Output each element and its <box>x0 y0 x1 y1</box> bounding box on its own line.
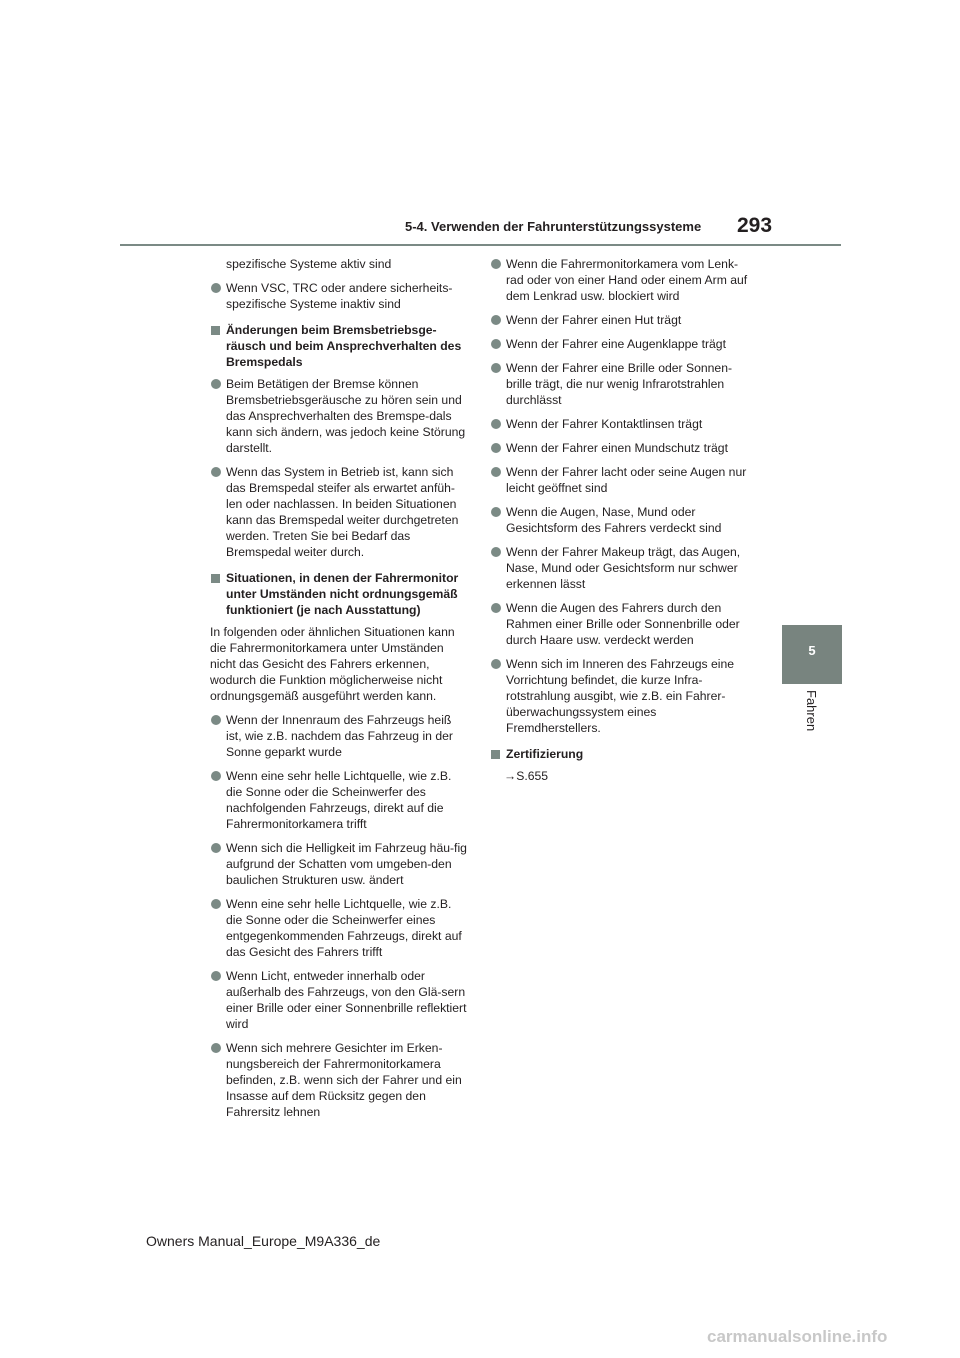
section-title: 5-4. Verwenden der Fahrunterstützungssysteme <box>405 219 702 234</box>
header-divider <box>120 244 841 246</box>
list-item-text: Wenn der Innenraum des Fahrzeugs heiß ist, wie z.B. nachdem das Fahrzeug in der Sonne geparkt wurde <box>226 713 453 759</box>
subheading-text: Änderungen beim Bremsbetriebsge-räusch und beim Ansprechverhalten des Bremspedals <box>226 323 462 369</box>
list-item-text: Wenn Licht, entweder innerhalb oder außerhalb des Fahrzeugs, von den Glä-sern einer Brille oder einer Sonnenbrille reflektiert wird <box>226 969 467 1031</box>
list-item <box>210 840 470 888</box>
list-item <box>210 712 470 760</box>
list-item <box>490 504 750 536</box>
chapter-label: Fahren <box>804 690 819 732</box>
list-item-text: Wenn die Augen des Fahrers durch den Rahmen einer Brille oder Sonnenbrille oder durch Haare usw. verdeckt werden <box>506 601 740 647</box>
continued-text: spezifische Systeme aktiv sind <box>226 257 392 271</box>
page-number: 293 <box>737 214 773 237</box>
list-item-text: Wenn die Augen, Nase, Mund oder Gesichtsform des Fahrers verdeckt sind <box>506 505 722 535</box>
list-item <box>210 968 470 1032</box>
square-bullet-icon <box>491 750 500 759</box>
list-item-text: Wenn der Fahrer Kontaktlinsen trägt <box>506 417 703 431</box>
subheading <box>490 746 750 762</box>
list-item-text: Beim Betätigen der Bremse können Bremsbetriebsgeräusche zu hören sein und das Ansprechverhalten des Bremspe-dals kann sich ändern, was jedoch keine Störung darstellt. <box>226 377 466 455</box>
list-item <box>210 896 470 960</box>
list-item-text: Wenn der Fahrer lacht oder seine Augen nur leicht geöffnet sind <box>506 465 747 495</box>
bullet-dot-icon <box>211 771 221 781</box>
list-item-text: Wenn sich mehrere Gesichter im Erken-nungsbereich der Fahrermonitorkamera befinden, z.B. wenn sich der Fahrer und ein Insasse auf dem Rücksitz gegen den Fahrersitz lehnen <box>226 1041 462 1119</box>
list-item-text: Wenn der Fahrer einen Mundschutz trägt <box>506 441 728 455</box>
list-item <box>490 336 750 352</box>
bullet-dot-icon <box>211 899 221 909</box>
subheading-text: Situationen, in denen der Fahrermonitor unter Umständen nicht ordnungsgemäß funktioniert (je nach Ausstattung) <box>226 571 459 617</box>
bullet-dot-icon <box>211 379 221 389</box>
list-item-text: Wenn der Fahrer Makeup trägt, das Augen, Nase, Mund oder Gesichtsform nur schwer erkennen lässt <box>506 545 741 591</box>
list-item <box>210 376 470 456</box>
list-item-text: Wenn der Fahrer einen Hut trägt <box>506 313 682 327</box>
list-item <box>490 440 750 456</box>
list-item <box>490 464 750 496</box>
bullet-dot-icon <box>211 715 221 725</box>
page-reference-link[interactable]: →S.655 <box>504 769 549 783</box>
list-item-text: Wenn VSC, TRC oder andere sicherheits-spezifische Systeme inaktiv sind <box>226 281 453 311</box>
bullet-dot-icon <box>491 659 501 669</box>
left-column <box>210 256 470 1128</box>
list-item-text: Wenn der Fahrer eine Brille oder Sonnen-brille trägt, die nur wenig Infrarotstrahlen durchlässt <box>506 361 733 407</box>
bullet-dot-icon <box>491 603 501 613</box>
bullet-dot-icon <box>491 339 501 349</box>
square-bullet-icon <box>211 326 220 335</box>
list-item <box>210 280 470 312</box>
watermark: carmanualsonline.info <box>707 1327 888 1346</box>
list-item-text: Wenn sich im Inneren des Fahrzeugs eine Vorrichtung befindet, die kurze Infra-rotstrahlung ausgibt, wie z.B. ein Fahrer-überwachungssystem eines Fremdherstellers. <box>506 657 735 735</box>
bullet-dot-icon <box>211 1043 221 1053</box>
list-item <box>490 416 750 432</box>
right-column <box>490 256 750 784</box>
list-item-text: Wenn die Fahrermonitorkamera vom Lenk-rad oder von einer Hand oder einem Arm auf dem Lenkrad usw. blockiert wird <box>506 257 748 303</box>
list-item-text: Wenn sich die Helligkeit im Fahrzeug häu-fig aufgrund der Schatten vom umgeben-den baulichen Strukturen usw. ändert <box>226 841 467 887</box>
bullet-dot-icon <box>211 843 221 853</box>
list-item <box>210 768 470 832</box>
bullet-dot-icon <box>491 363 501 373</box>
bullet-dot-icon <box>491 315 501 325</box>
list-item <box>490 312 750 328</box>
list-item <box>490 656 750 736</box>
manual-code: Owners Manual_Europe_M9A336_de <box>146 1233 381 1249</box>
bullet-dot-icon <box>491 507 501 517</box>
list-item-text: Wenn das System in Betrieb ist, kann sich das Bremspedal steifer als erwartet anfüh-len oder nachlassen. In beiden Situationen kann das Bremspedal weiter durchgetreten werden. Treten Sie bei Bedarf das Bremspedal weiter durch. <box>226 465 459 559</box>
list-item <box>210 1040 470 1120</box>
paragraph: In folgenden oder ähnlichen Situationen kann die Fahrermonitorkamera unter Umständen nicht das Gesicht des Fahrers erkennen, wodurch die Funktion möglicherweise nicht ordnungsgemäß ausgeführt werden kann. <box>210 625 455 703</box>
subheading <box>210 322 470 370</box>
bullet-dot-icon <box>211 971 221 981</box>
chapter-tab <box>782 625 842 684</box>
bullet-dot-icon <box>211 467 221 477</box>
list-item-text: Wenn eine sehr helle Lichtquelle, wie z.B. die Sonne oder die Scheinwerfer des nachfolgenden Fahrzeugs, direkt auf die Fahrermonitorkamera trifft <box>226 769 452 831</box>
list-item <box>490 544 750 592</box>
bullet-dot-icon <box>491 419 501 429</box>
list-item <box>490 256 750 304</box>
subheading <box>210 570 470 618</box>
list-item-text: Wenn eine sehr helle Lichtquelle, wie z.B. die Sonne oder die Scheinwerfer eines entgegenkommenden Fahrzeugs, direkt auf das Gesicht des Fahrers trifft <box>226 897 462 959</box>
bullet-dot-icon <box>491 443 501 453</box>
bullet-dot-icon <box>211 283 221 293</box>
subheading-text: Zertifizierung <box>506 747 584 761</box>
list-item-text: Wenn der Fahrer eine Augenklappe trägt <box>506 337 726 351</box>
bullet-dot-icon <box>491 467 501 477</box>
list-item <box>210 464 470 560</box>
list-item <box>490 600 750 648</box>
bullet-dot-icon <box>491 547 501 557</box>
square-bullet-icon <box>211 574 220 583</box>
chapter-number: 5 <box>808 643 816 658</box>
bullet-dot-icon <box>491 259 501 269</box>
list-item <box>490 360 750 408</box>
